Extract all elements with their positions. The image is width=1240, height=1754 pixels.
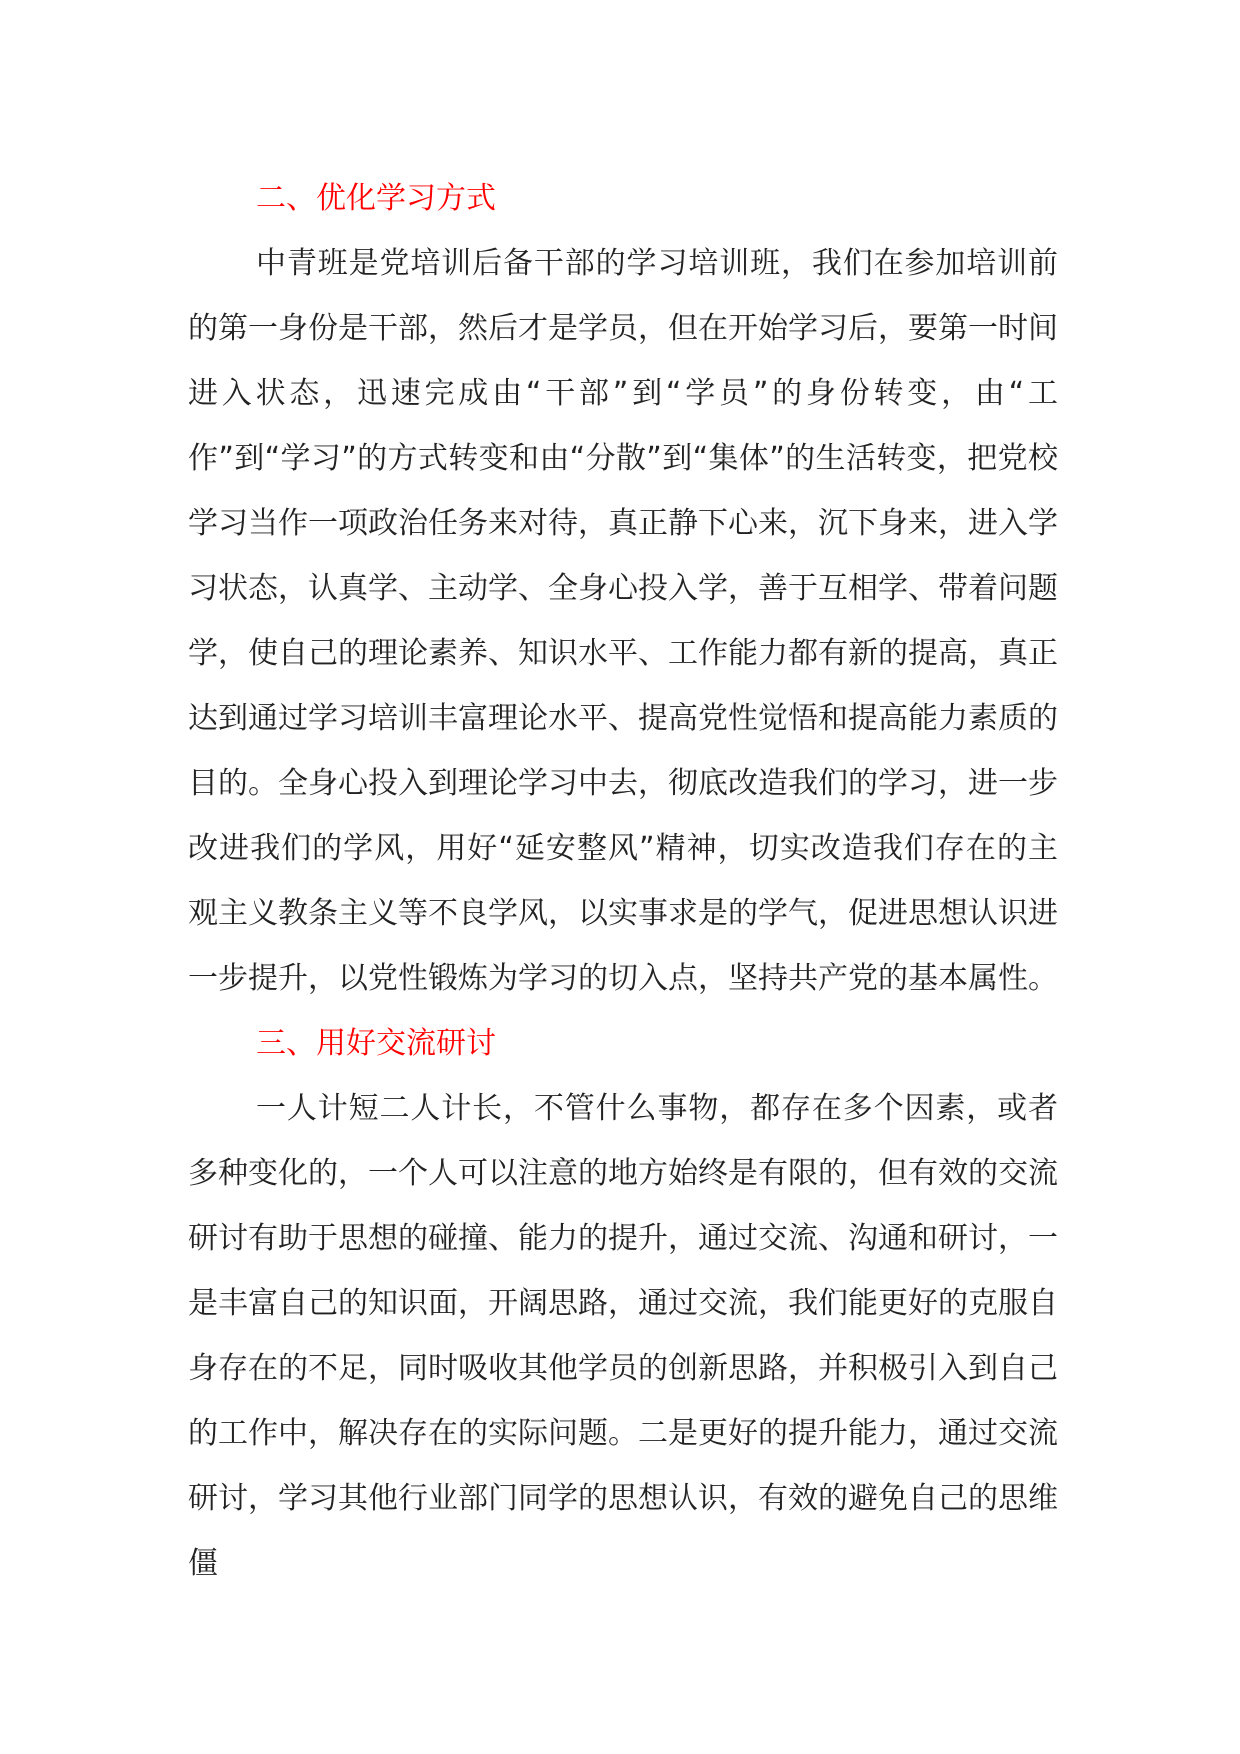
section-heading-optimize-learning: 二、优化学习方式 bbox=[256, 181, 496, 216]
paragraph-optimize-learning: 中青班是党培训后备干部的学习培训班，我们在参加培训前的第一身份是干部，然后才是学员，但在开始学习后，要第一时间进入状态，迅速完成由“干部”到“学员”的身份转变，由“工作”到“学习”的方式转变和由“分散”到“集体”的生活转变，把党校学习当作一项政治任务来对待，真正静下心来，沉下身来，进入学习状态，认真学、主动学、全身心投入学，善于互相学、带着问题学，使自己的理论素养、知识水平、工作能力都有新的提高，真正达到通过学习培训丰富理论水平、提高党性觉悟和提高能力素质的目的。全身心投入到理论学习中去，彻底改造我们的学习，进一步改进我们的学风，用好“延安整风”精神，切实改造我们存在的主观主义教条主义等不良学风，以实事求是的学气，促进思想认识进一步提升，以党性锻炼为学习的切入点，坚持共产党的基本属性。 bbox=[188, 246, 1058, 996]
document-body bbox=[188, 166, 1058, 1596]
paragraph-exchange-discussion: 一人计短二人计长，不管什么事物，都存在多个因素，或者多种变化的，一个人可以注意的地方始终是有限的，但有效的交流研讨有助于思想的碰撞、能力的提升，通过交流、沟通和研讨，一是丰富自己的知识面，开阔思路，通过交流，我们能更好的克服自身存在的不足，同时吸收其他学员的创新思路，并积极引入到自己的工作中，解决存在的实际问题。二是更好的提升能力，通过交流研讨，学习其他行业部门同学的思想认识，有效的避免自己的思维僵 bbox=[188, 1091, 1058, 1581]
section-heading-exchange-discussion: 三、用好交流研讨 bbox=[256, 1026, 496, 1061]
